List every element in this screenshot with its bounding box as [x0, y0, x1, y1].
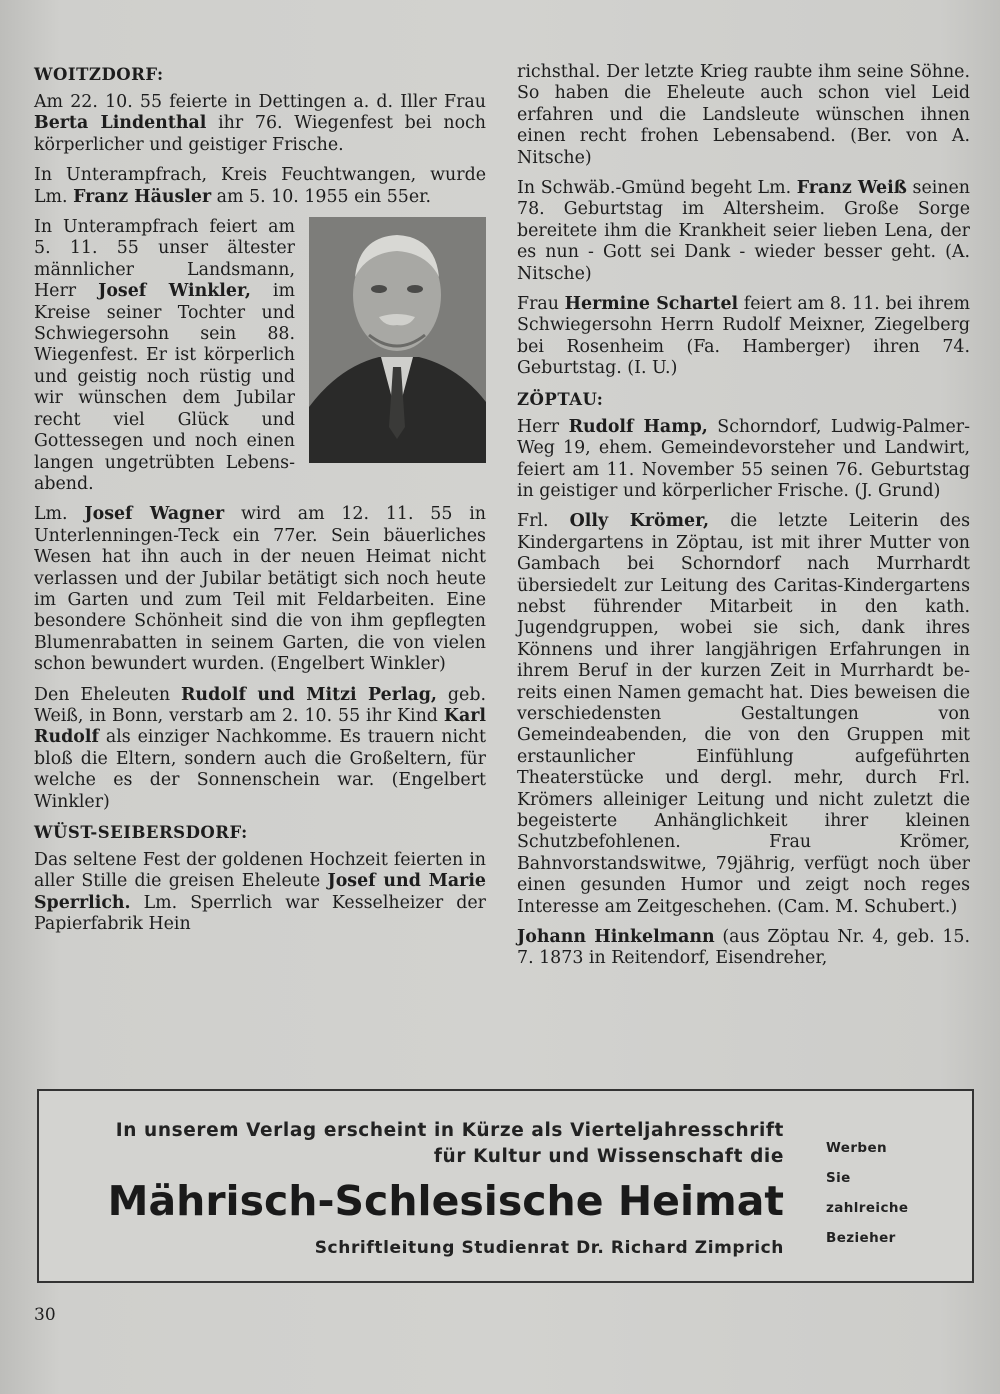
name-hermine-schartel: Hermine Schartel	[564, 294, 739, 315]
ad-side-line-1: Werben	[826, 1140, 888, 1156]
paragraph-schartel: Frau Hermine Schartel feiert am 8. 11. bei ihrem Schwiegersohn Herrn Rudolf Meixner, Ziegelberg bei Rosenheim (Fa. Hamberger) ihren 74. Geburtstag. (I. U.)	[517, 294, 970, 379]
paragraph-lindenthal: Am 22. 10. 55 feierte in Dettingen a. d. Iller Frau Berta Lindenthal ihr 76. Wiegenfest bei noch körperlicher und geistiger Frische.	[34, 92, 486, 155]
paragraph-perlag: Den Eheleuten Rudolf und Mitzi Perlag, geb. Weiß, in Bonn, verstarb am 2. 10. 55 ihr Kind Karl Rudolf als einziger Nachkomme. Es trauern nicht bloß die Eltern, sondern auch die Großeltern, für welche es der Sonnenschein war. (Engelbert Winkler)	[34, 684, 486, 812]
paragraph-wagner: Lm. Josef Wagner wird am 12. 11. 55 in Unterlenningen-Teck ein 77er. Sein bäuerliches Wesen hat ihn auch in der neuen Heimat nicht verlassen und der Jubilar betätigt sich noch heute im Garten und zum Teil mit Feldarbeiten. Eine besondere Schönheit sind die von ihm gepflegten Blumenrabatten in seinem Garten, die von vielen schon bewundert wurden. (Engelbert Winkler)	[34, 504, 486, 675]
page-number: 30	[34, 1305, 56, 1325]
name-olly-kroemer: Olly Krömer,	[569, 511, 710, 532]
name-franz-haeusler: Franz Häusler	[73, 186, 212, 207]
name-franz-weiss: Franz Weiß	[796, 178, 907, 199]
ad-side-line-2: Sie	[826, 1170, 851, 1186]
paragraph-sperrlich: Das seltene Fest der goldenen Hochzeit feierten in aller Stille die greisen Eheleute Josef und Marie Sperrlich. Lm. Sperrlich war Kesselheizer der Papierfabrik Hein	[34, 850, 486, 935]
paragraph-sperrlich-cont: richsthal. Der letzte Krieg raubte ihm seine Söhne. So haben die Eheleute auch schon viel Leid erfahren und die Landsleute wünschen ihnen einen recht frohen Lebensabend. (Ber. von A. Nitsche)	[517, 62, 970, 168]
ad-side-line-4: Bezieher	[826, 1230, 896, 1246]
ad-line-1: In unserem Verlag erscheint in Kürze als Vierteljahresschrift	[115, 1120, 784, 1141]
ad-subtitle: Schriftleitung Studienrat Dr. Richard Zimprich	[314, 1238, 784, 1258]
name-berta-lindenthal: Berta Lindenthal	[34, 113, 207, 134]
name-karl-rudolf: Karl Rudolf	[34, 705, 486, 748]
heading-woitzdorf: WOITZDORF:	[34, 65, 164, 84]
heading-zoeptau: ZÖPTAU:	[517, 389, 604, 409]
paragraph-weiss: In Schwäb.-Gmünd begeht Lm. Franz Weiß seinen 78. Geburtstag im Altersheim. Große Sorge bereitete ihm die Krankheit seier lieben Lena, der es nun - Gott sei Dank - wieder besser geht. (A. Nitsche)	[517, 178, 970, 284]
name-sperrlich: Josef und Marie Sperrlich.	[34, 871, 486, 913]
portrait-illustration	[309, 217, 486, 463]
ad-side-line-3: zahlreiche	[826, 1200, 909, 1216]
right-column	[517, 62, 970, 979]
paragraph-kroemer: Frl. Olly Krömer, die letzte Leiterin des Kindergartens in Zöptau, ist mit ihrer Mutter von Gambach bei Schorndorf nach Murrhardt übersiedelt zur Leitung des Caritas-Kindergartens nebst führender Mitarbeit in den kath. Jugendgruppen, wobei sie sich, dank ihres Könnens und ihrer langjährigen Erfahrungen in ihrem Beruf in der kurzen Zeit in Murrhardt bereits einen Namen gemacht hat. Dies beweisen die verschiedensten Gestaltungen von Gemeindeabenden, die von den Gruppen mit erstaunlicher Einfühlung aufgeführten Theaterstücke und dergl. mehr, durch Frl. Krömers alleiniger Leitung und nicht zuletzt die begeisterte Anhänglichkeit ihrer kleinen Schutzbefohlenen. Frau Krömer, Bahnvorstandswitwe, 79jährig, verfügt noch über einen gesunden Humor und zeigt noch reges Interesse am Zeitgeschehen. (Cam. M. Schubert.)	[517, 511, 970, 917]
name-johann-hinkelmann: Johann Hinkelmann	[517, 927, 715, 948]
paragraph-winkler: In Unterampfrach feiert am 5. 11. 55 unser ältester männlicher Landsmann, Herr Josef Winkler, im Kreise seiner Tochter und Schwiegersohn sein 88. Wiegenfest. Er ist körperlich und geistig noch rüstig und wir wünschen dem Jubilar recht viel Glück und Gottessegen und noch einen langen ungetrübten Lebensabend.	[34, 217, 486, 495]
ad-line-2: für Kultur und Wissenschaft die	[433, 1146, 784, 1167]
name-josef-winkler: Josef Winkler,	[98, 281, 251, 302]
paragraph-hamp: Herr Rudolf Hamp, Schorndorf, Ludwig-Palmer-Weg 19, ehem. Gemeindevorsteher und Landwirt, feiert am 11. November 55 seinen 76. Geburtstag in geistiger und körperlicher Frische. (J. Grund)	[517, 416, 970, 501]
paragraph-haeusler: In Unterampfrach, Kreis Feuchtwangen, wurde Lm. Franz Häusler am 5. 10. 1955 ein 55er.	[34, 165, 486, 207]
ad-side-note	[826, 1133, 956, 1253]
ad-title: Mährisch-Schlesische Heimat	[107, 1177, 784, 1225]
portrait-photo	[309, 217, 486, 463]
heading-wuest-seibersdorf: WÜST-SEIBERSDORF:	[34, 823, 248, 842]
name-josef-wagner: Josef Wagner	[84, 504, 225, 525]
advertisement-box	[37, 1089, 974, 1283]
left-column	[34, 62, 486, 945]
paragraph-hinkelmann: Johann Hinkelmann (aus Zöptau Nr. 4, geb. 15. 7. 1873 in Reitendorf, Eisendreher,	[517, 927, 970, 969]
name-rudolf-mitzi-perlag: Rudolf und Mitzi Perlag,	[180, 684, 437, 705]
name-rudolf-hamp: Rudolf Hamp,	[568, 416, 708, 437]
